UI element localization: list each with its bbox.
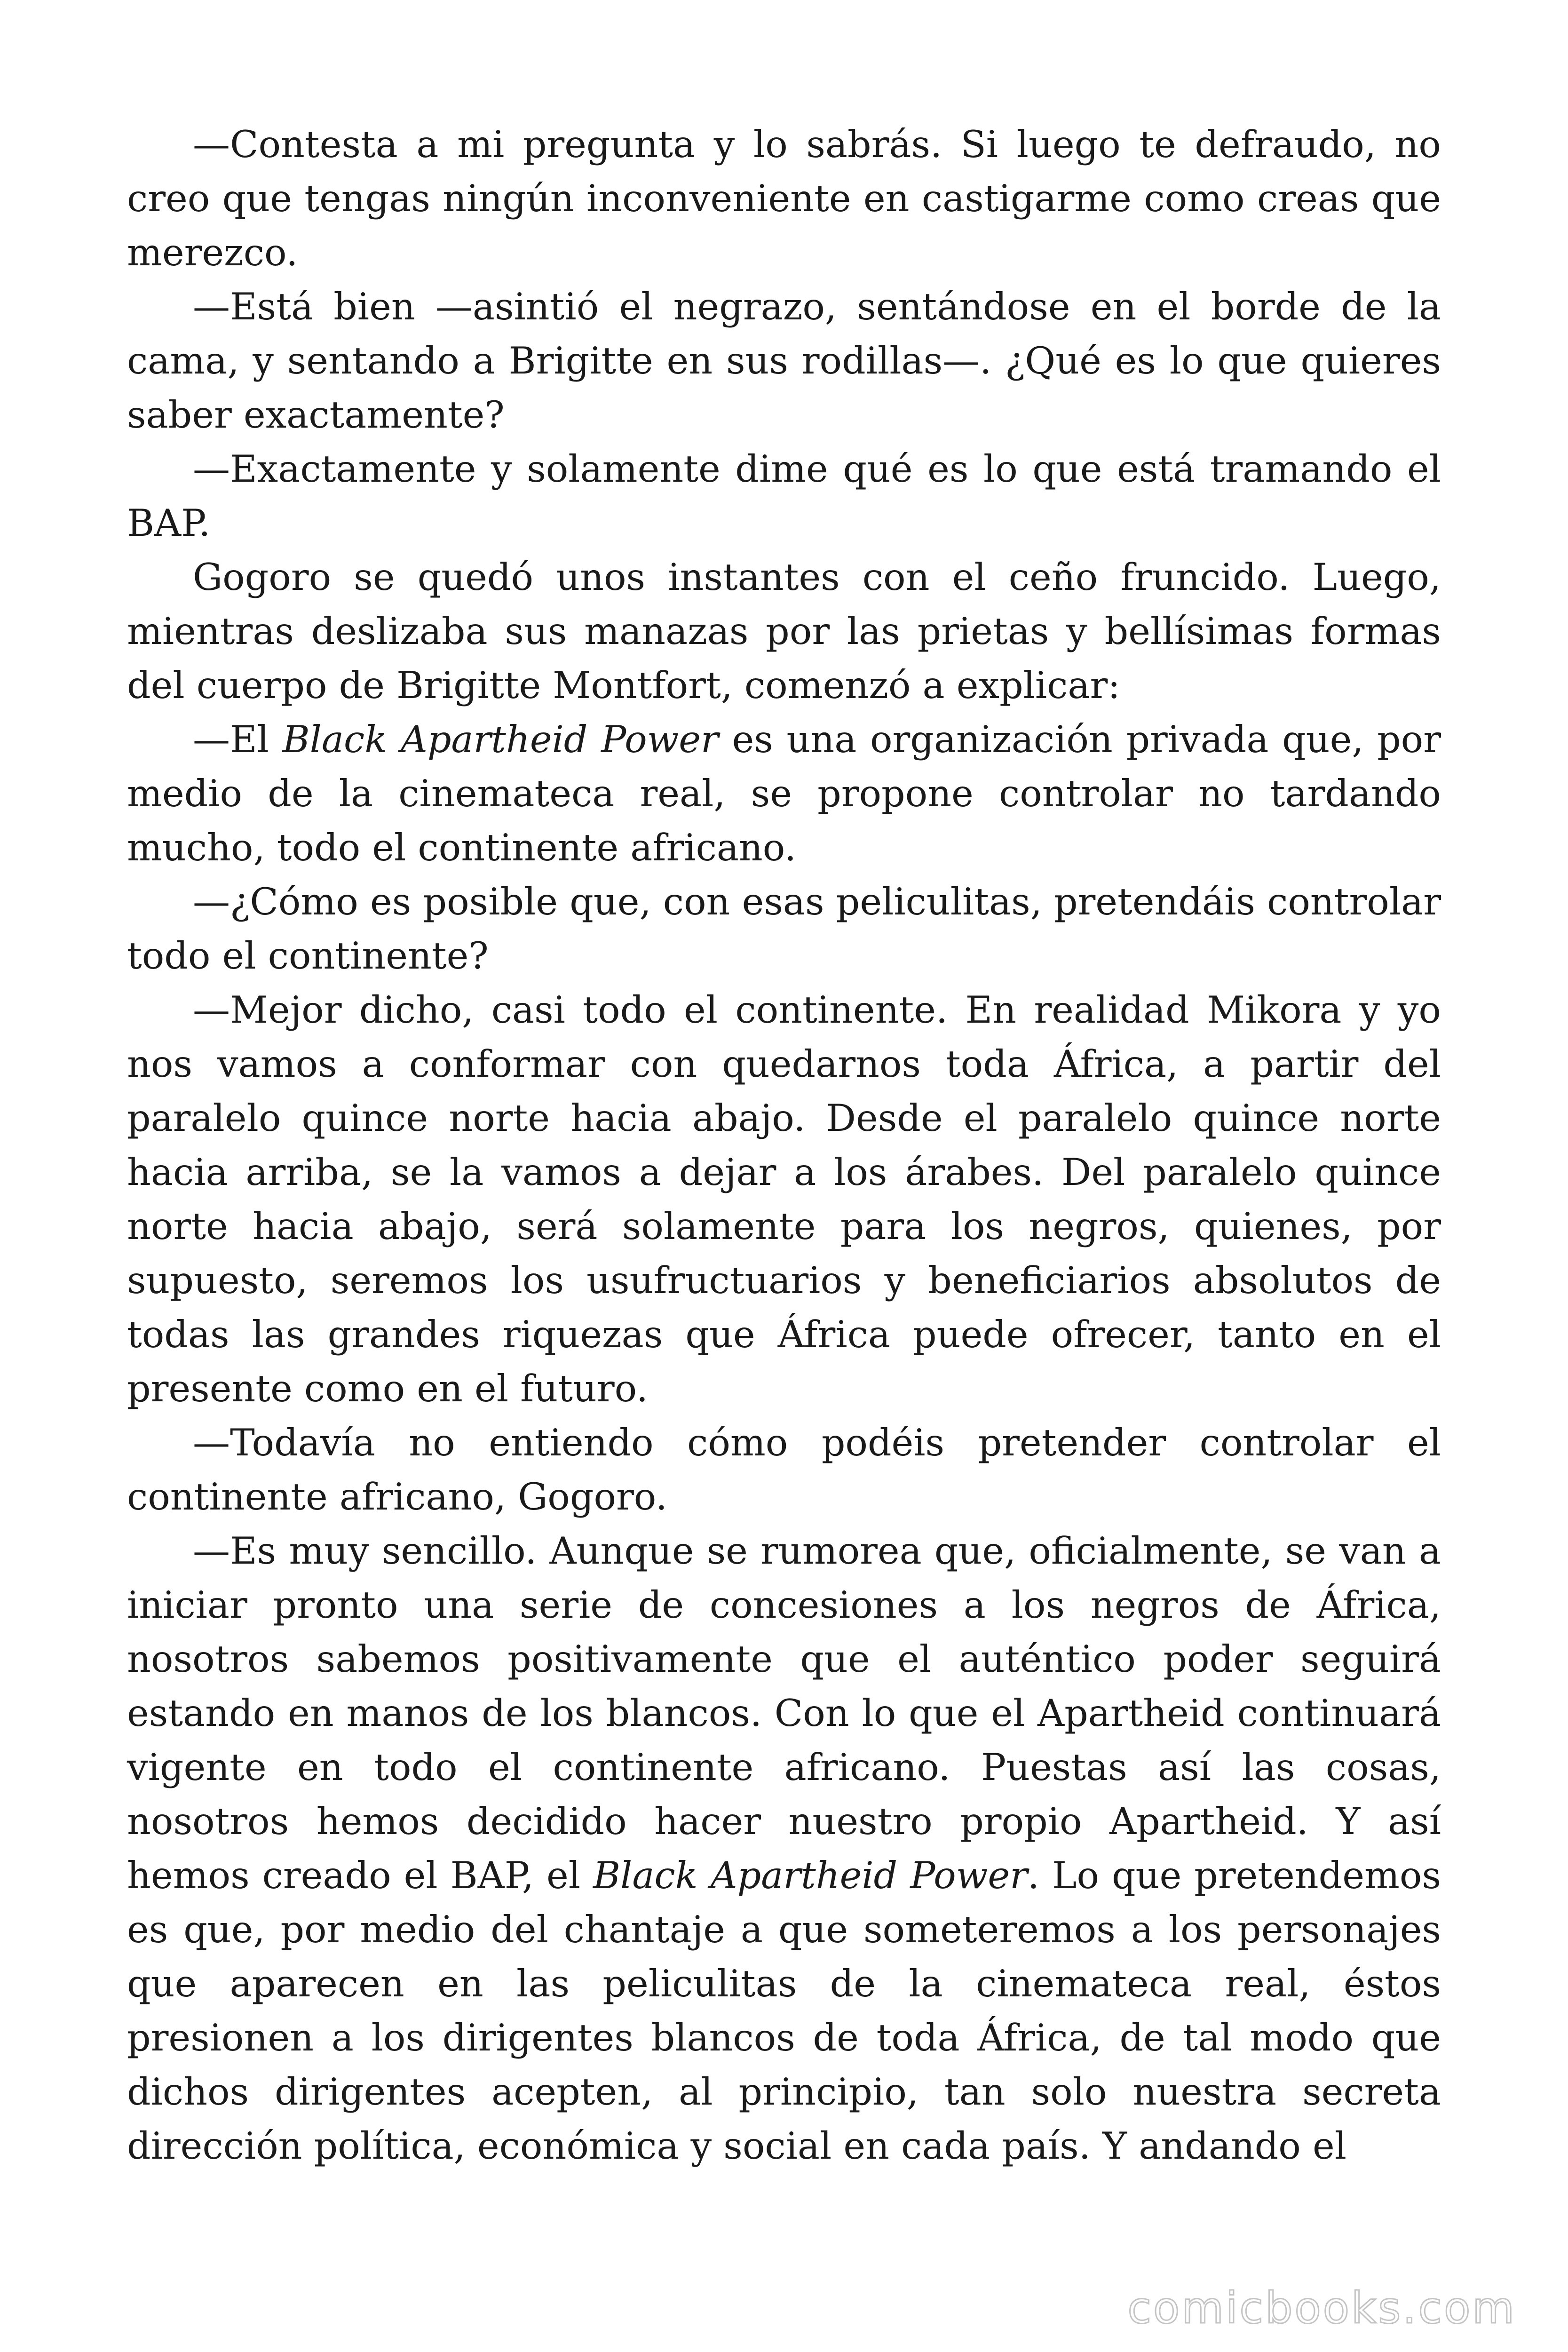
paragraph-text: —Es muy sencillo. Aunque se rumorea que, oficialmente, se van a iniciar pronto una serie de concesiones a los negros de África, nosotros sabemos positivamente que el auténtico poder seguirá estando en manos de los blancos. Con lo que el Apartheid continuará vigente en todo el continente africano. Puestas así las cosas, nosotros hemos decidido hacer nuestro propio Apartheid. Y así hemos creado el BAP, el bbox=[127, 1529, 1441, 1897]
paragraph: —Está bien —asintió el negrazo, sentándose en el borde de la cama, y sentando a Brigitte en sus rodillas—. ¿Qué es lo que quieres saber exactamente? bbox=[127, 285, 1441, 437]
paragraph bbox=[127, 1524, 1441, 2173]
paragraph: —Exactamente y solamente dime qué es lo que está tramando el BAP. bbox=[127, 447, 1441, 545]
paragraph-text: es una organización privada que, por medio de la cinemateca real, se propone controlar no tardando mucho, todo el continente africano. bbox=[127, 718, 1441, 869]
book-page-text bbox=[127, 118, 1441, 2173]
watermark: comicbooks.com bbox=[1127, 2283, 1516, 2333]
paragraph bbox=[127, 713, 1441, 875]
paragraph: —Contesta a mi pregunta y lo sabrás. Si luego te defraudo, no creo que tengas ningún inconveniente en castigarme como creas que merezco. bbox=[127, 123, 1441, 274]
paragraph: —¿Cómo es posible que, con esas peliculitas, pretendáis controlar todo el continente? bbox=[127, 880, 1441, 977]
paragraph-text: . Lo que pretendemos es que, por medio del chantaje a que someteremos a los personajes que aparecen en las peliculitas de la cinemateca real, éstos presionen a los dirigentes blancos de toda África, de tal modo que dichos dirigentes acepten, al principio, tan solo nuestra secreta dirección política, económica y social en cada país. Y andando el bbox=[127, 1854, 1441, 2168]
paragraph: —Todavía no entiendo cómo podéis pretender controlar el continente africano, Gogoro. bbox=[127, 1421, 1441, 1518]
paragraph: —Mejor dicho, casi todo el continente. En realidad Mikora y yo nos vamos a conformar con quedarnos toda África, a partir del paralelo quince norte hacia abajo. Desde el paralelo quince norte hacia arriba, se la vamos a dejar a los árabes. Del paralelo quince norte hacia abajo, será solamente para los negros, quienes, por supuesto, seremos los usufructuarios y beneficiarios absolutos de todas las grandes riquezas que África puede ofrecer, tanto en el presente como en el futuro. bbox=[127, 988, 1441, 1410]
italic-title: Black Apartheid Power bbox=[593, 1854, 1028, 1897]
paragraph: Gogoro se quedó unos instantes con el ceño fruncido. Luego, mientras deslizaba sus manazas por las prietas y bellísimas formas del cuerpo de Brigitte Montfort, comenzó a explicar: bbox=[127, 556, 1441, 707]
paragraph-text: —El bbox=[193, 718, 283, 761]
italic-title: Black Apartheid Power bbox=[282, 718, 719, 761]
